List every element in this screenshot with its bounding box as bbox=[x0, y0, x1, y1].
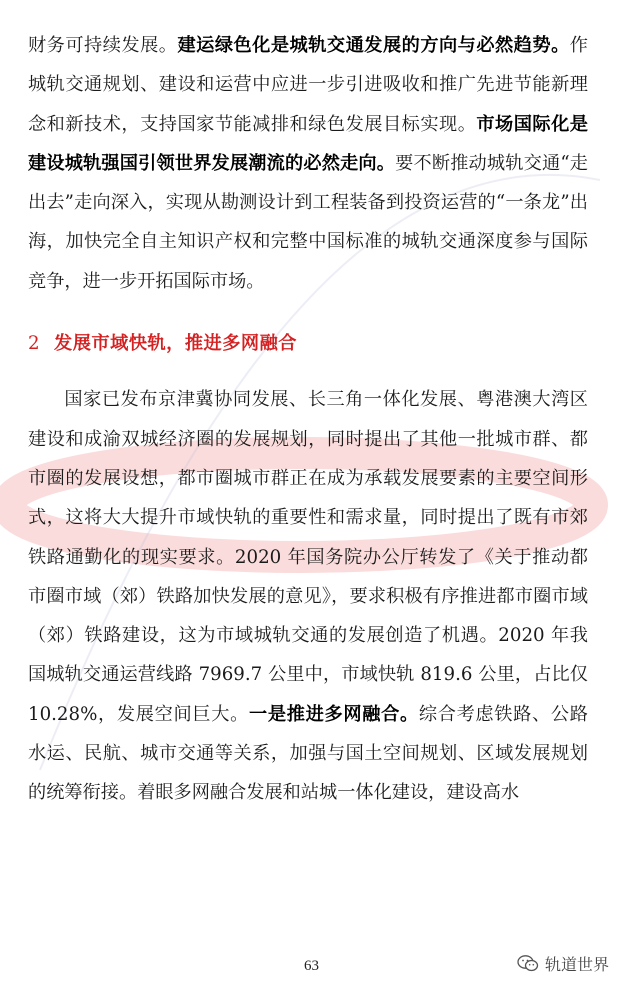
brand-name: 轨道世界 bbox=[544, 957, 609, 974]
bold-statement: 一是推进多网融合。 bbox=[249, 703, 419, 725]
section-title: 发展市域快轨，推进多网融合 bbox=[54, 333, 297, 355]
brand-badge bbox=[517, 952, 609, 975]
text-span: 综合考虑铁路、公路水运、民航、城市交通等关系，加强与国土空间规划、区域发展规划的统筹衔接。着眼多网融合发展和站城一体化建设，建设高水 bbox=[28, 703, 588, 804]
page-number: 63 bbox=[304, 958, 319, 974]
section-number: 2 bbox=[28, 333, 41, 355]
paragraph-suburban-rail bbox=[28, 380, 588, 812]
paragraph-green-international bbox=[28, 26, 588, 301]
text-span: 国家已发布京津冀协同发展、长三角一体化发展、粤港澳大湾区建设和成渝双城经济圈的发展规划，同时提出了其他一批城市群、都市圈的发展设想，都市圈城市群正在成为承载发展要素的主要空间形式，这将大大提升市域快轨的重要性和需求量，同时提出了既有市郊铁路通勤化的现实要求。2020 年国务院办公厅转发了《关于推动都市圈市域（郊）铁路加快发展的意见》，要求积极有序推进都市圈市域（郊）铁路建设，这为市域城轨交通的发展创造了机遇。2020 年我国城轨交通运营线路 7969.7 公里中，市域快轨 819.6 公里，占比仅 10.28%，发展空间巨大。 bbox=[28, 389, 588, 725]
text-span: 财务可持续发展。 bbox=[28, 35, 178, 56]
text-span: 要不断推动城轨交通“走出去”走向深入，实现从勘测设计到工程装备到投资运营的“一条龙”出海，加快完全自主知识产权和完整中国标准的城轨交通深度参与国际竞争，进一步开拓国际市场。 bbox=[28, 152, 588, 292]
bold-statement: 市场国际化是建设城轨强国引领世界发展潮流的必然走向。 bbox=[28, 113, 588, 174]
document-body bbox=[28, 26, 588, 813]
wechat-icon bbox=[517, 954, 539, 973]
text-span: 作城轨交通规划、建设和运营中应进一步引进吸收和推广先进节能新理念和新技术，支持国家节能减排和绿色发展目标实现。 bbox=[28, 35, 588, 135]
section-heading bbox=[28, 324, 588, 363]
bold-statement: 建运绿色化是城轨交通发展的方向与必然趋势。 bbox=[177, 35, 570, 56]
